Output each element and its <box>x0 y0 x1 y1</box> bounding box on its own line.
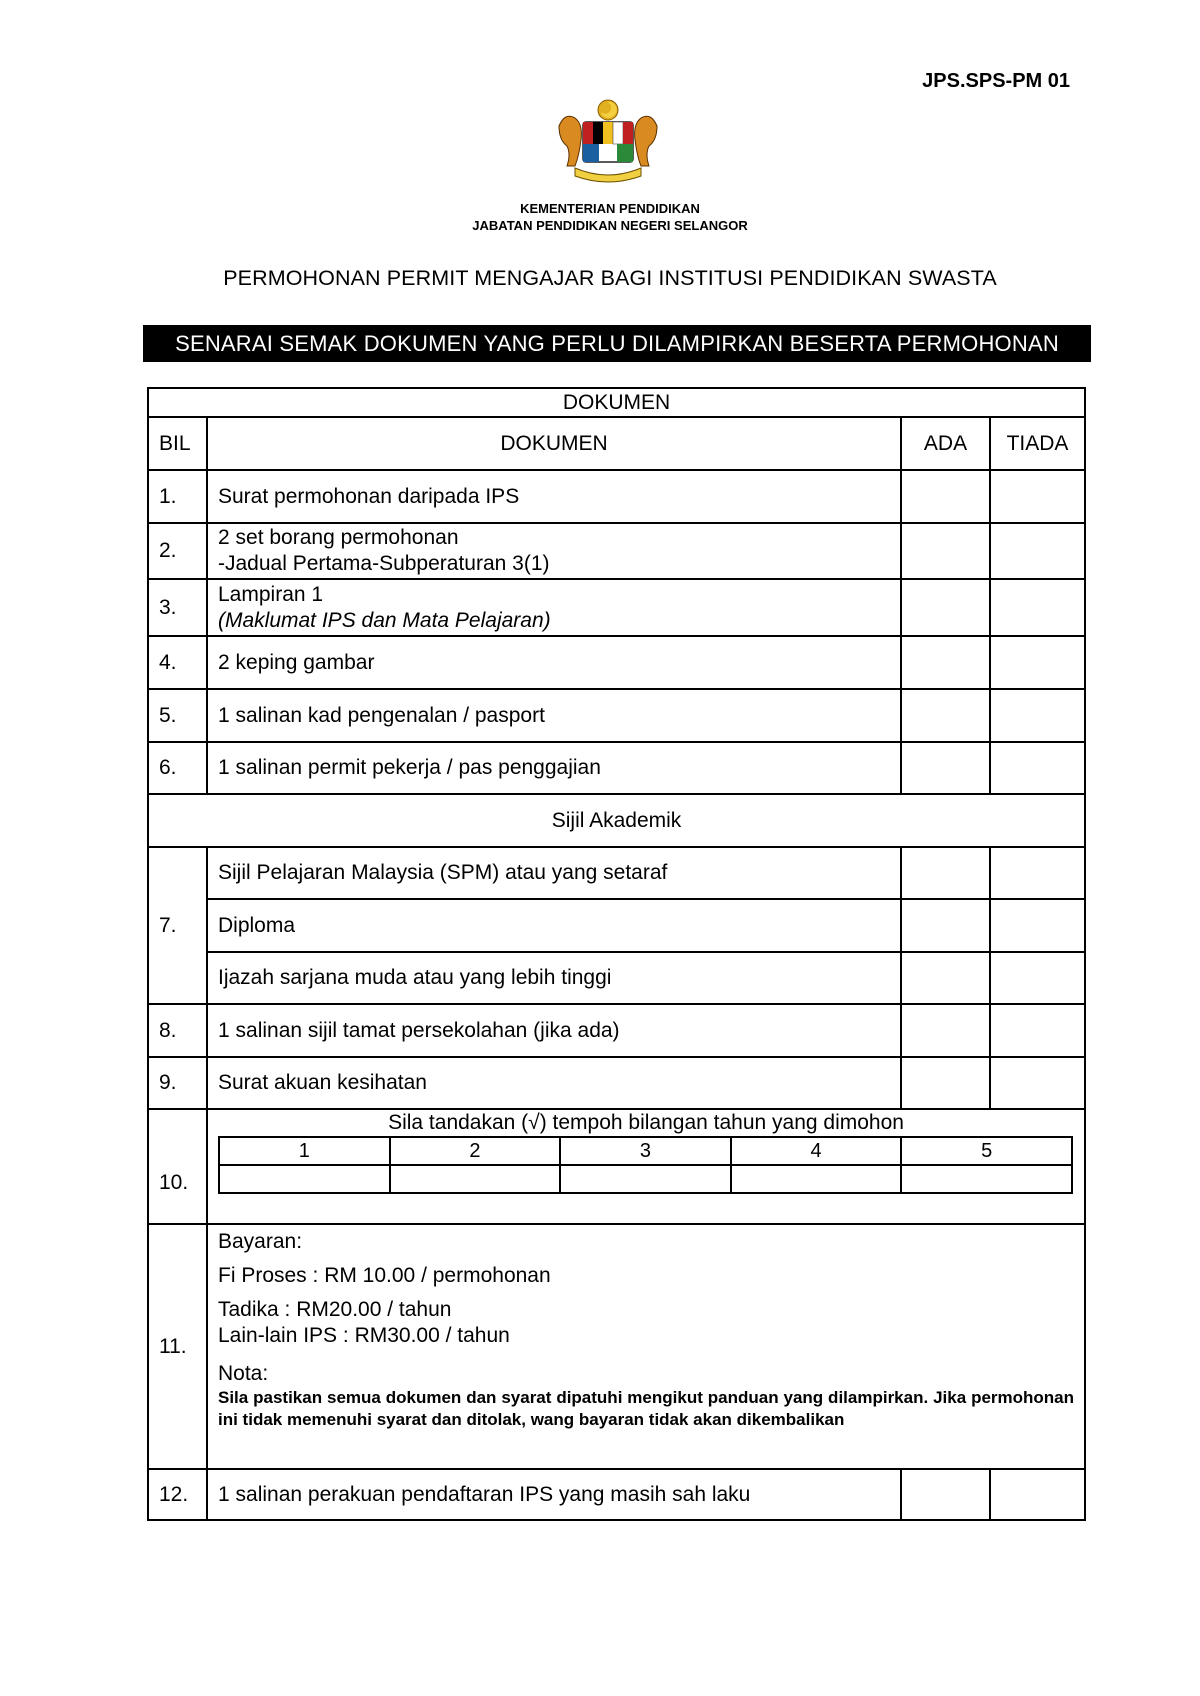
tiada-checkbox[interactable] <box>990 847 1085 899</box>
table-row <box>148 636 1085 689</box>
tadika-fee: Tadika : RM20.00 / tahun <box>218 1298 452 1321</box>
year-5-checkbox[interactable] <box>901 1165 1072 1193</box>
row-document-line: -Jadual Pertama-Subperaturan 3(1) <box>218 552 550 575</box>
ada-checkbox[interactable] <box>901 470 990 523</box>
tiada-checkbox[interactable] <box>990 1057 1085 1109</box>
table-row <box>148 689 1085 742</box>
tiada-checkbox[interactable] <box>990 636 1085 689</box>
row-document: Surat akuan kesihatan <box>207 1057 901 1109</box>
ada-checkbox[interactable] <box>901 899 990 952</box>
table-row <box>148 899 1085 952</box>
table-row <box>148 1469 1085 1520</box>
year-label: 2 <box>390 1137 561 1165</box>
row-years <box>207 1109 1085 1224</box>
row-document <box>207 523 901 579</box>
ministry-name: KEMENTERIAN PENDIDIKAN <box>520 201 700 216</box>
year-label: 3 <box>560 1137 731 1165</box>
row-number: 5. <box>148 689 207 742</box>
row-document: Surat permohonan daripada IPS <box>207 470 901 523</box>
year-4-checkbox[interactable] <box>731 1165 902 1193</box>
ada-checkbox[interactable] <box>901 689 990 742</box>
ada-checkbox[interactable] <box>901 847 990 899</box>
row-document: Diploma <box>207 899 901 952</box>
row-document-line: (Maklumat IPS dan Mata Pelajaran) <box>218 608 551 632</box>
row-document: 1 salinan kad pengenalan / pasport <box>207 689 901 742</box>
year-label: 4 <box>731 1137 902 1165</box>
ada-checkbox[interactable] <box>901 742 990 794</box>
row-number: 12. <box>148 1469 207 1520</box>
ada-checkbox[interactable] <box>901 1004 990 1057</box>
table-row <box>148 952 1085 1004</box>
document-checklist-table <box>147 387 1086 1521</box>
row-payment <box>207 1224 1085 1469</box>
row-document: 1 salinan permit pekerja / pas penggajian <box>207 742 901 794</box>
other-ips-fee: Lain-lain IPS : RM30.00 / tahun <box>218 1324 510 1347</box>
table-row <box>148 1109 1085 1224</box>
ada-checkbox[interactable] <box>901 579 990 636</box>
ministry-heading <box>400 200 820 234</box>
ada-checkbox[interactable] <box>901 1469 990 1520</box>
header-ada: ADA <box>901 417 990 470</box>
form-code: JPS.SPS-PM 01 <box>922 70 1070 92</box>
years-table <box>218 1136 1073 1194</box>
year-label: 1 <box>219 1137 390 1165</box>
ada-checkbox[interactable] <box>901 636 990 689</box>
row-number: 10. <box>148 1109 207 1224</box>
row-document-line: Lampiran 1 <box>218 582 324 606</box>
checklist-banner: SENARAI SEMAK DOKUMEN YANG PERLU DILAMPIRKAN BESERTA PERMOHONAN <box>143 325 1091 362</box>
note-label: Nota: <box>218 1362 269 1385</box>
header-bil: BIL <box>148 417 207 470</box>
row-document-line: 2 set borang permohonan <box>218 526 459 549</box>
year-3-checkbox[interactable] <box>560 1165 731 1193</box>
department-name: JABATAN PENDIDIKAN NEGERI SELANGOR <box>472 218 748 233</box>
processing-fee: Fi Proses : RM 10.00 / permohonan <box>218 1264 551 1287</box>
table-row <box>148 1057 1085 1109</box>
section-academic: Sijil Akademik <box>148 794 1085 847</box>
row-number: 9. <box>148 1057 207 1109</box>
tiada-checkbox[interactable] <box>990 470 1085 523</box>
row-document: Sijil Pelajaran Malaysia (SPM) atau yang setaraf <box>207 847 901 899</box>
ada-checkbox[interactable] <box>901 952 990 1004</box>
tiada-checkbox[interactable] <box>990 1469 1085 1520</box>
row-document: Ijazah sarjana muda atau yang lebih tinggi <box>207 952 901 1004</box>
row-number: 8. <box>148 1004 207 1057</box>
tiada-checkbox[interactable] <box>990 899 1085 952</box>
note-text: Sila pastikan semua dokumen dan syarat dipatuhi mengikut panduan yang dilampirkan. Jika permohonan ini tidak memenuhi syarat dan ditolak, wang bayaran tidak akan dikembalikan <box>218 1388 1075 1429</box>
payment-label: Bayaran: <box>218 1230 303 1253</box>
tiada-checkbox[interactable] <box>990 1004 1085 1057</box>
tiada-checkbox[interactable] <box>990 523 1085 579</box>
table-row <box>148 523 1085 579</box>
row-number: 4. <box>148 636 207 689</box>
table-row <box>148 847 1085 899</box>
year-2-checkbox[interactable] <box>390 1165 561 1193</box>
page-title: PERMOHONAN PERMIT MENGAJAR BAGI INSTITUSI PENDIDIKAN SWASTA <box>223 266 997 290</box>
row-number: 11. <box>148 1224 207 1469</box>
row-number: 3. <box>148 579 207 636</box>
row-number: 6. <box>148 742 207 794</box>
row-document <box>207 579 901 636</box>
header-dokumen: DOKUMEN <box>207 417 901 470</box>
tiada-checkbox[interactable] <box>990 579 1085 636</box>
header-tiada: TIADA <box>990 417 1085 470</box>
malaysia-coat-of-arms-icon <box>545 96 671 188</box>
ada-checkbox[interactable] <box>901 1057 990 1109</box>
row-number: 7. <box>148 847 207 1004</box>
table-row <box>148 1004 1085 1057</box>
ada-checkbox[interactable] <box>901 523 990 579</box>
tiada-checkbox[interactable] <box>990 689 1085 742</box>
row-document: 1 salinan perakuan pendaftaran IPS yang masih sah laku <box>207 1469 901 1520</box>
row-number: 1. <box>148 470 207 523</box>
tiada-checkbox[interactable] <box>990 742 1085 794</box>
row-document: 2 keping gambar <box>207 636 901 689</box>
table-row <box>148 470 1085 523</box>
table-row <box>148 579 1085 636</box>
tiada-checkbox[interactable] <box>990 952 1085 1004</box>
table-row <box>148 1224 1085 1469</box>
year-1-checkbox[interactable] <box>219 1165 390 1193</box>
row-document: 1 salinan sijil tamat persekolahan (jika ada) <box>207 1004 901 1057</box>
table-row <box>148 742 1085 794</box>
table-caption: DOKUMEN <box>148 388 1085 417</box>
row-number: 2. <box>148 523 207 579</box>
year-label: 5 <box>901 1137 1072 1165</box>
years-instruction: Sila tandakan (√) tempoh bilangan tahun yang dimohon <box>388 1111 904 1134</box>
